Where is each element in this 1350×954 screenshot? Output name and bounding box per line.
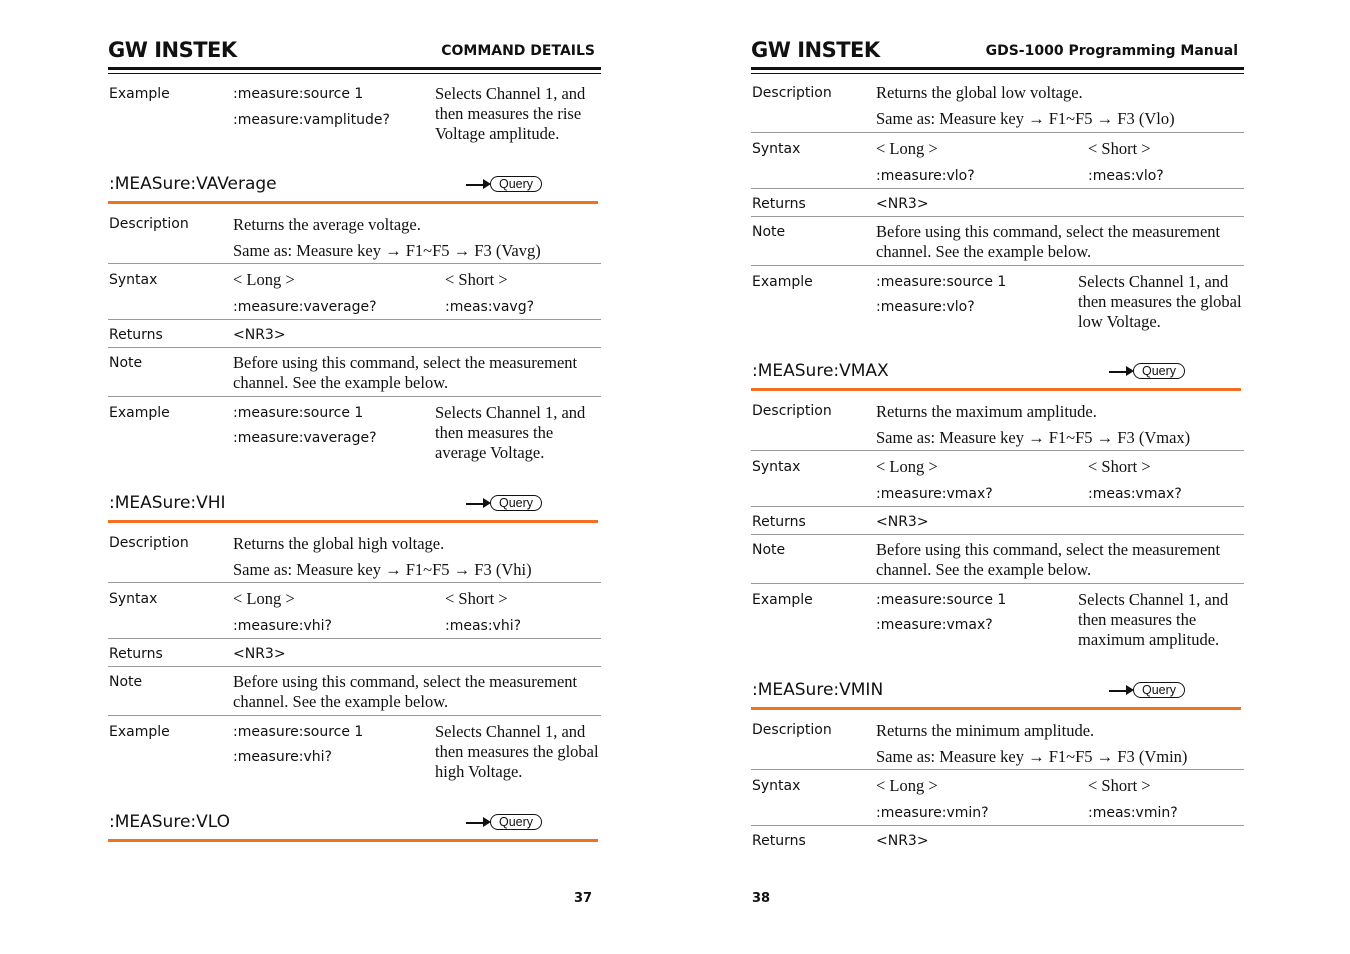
returns-value: <NR3> bbox=[233, 646, 286, 662]
description-label: Description bbox=[752, 722, 832, 738]
returns-row bbox=[108, 639, 601, 667]
section-title: :MEASure:VMIN bbox=[752, 680, 884, 700]
note-label: Note bbox=[752, 224, 786, 240]
example-row bbox=[751, 266, 1244, 346]
returns-row bbox=[108, 320, 601, 348]
returns-value: <NR3> bbox=[876, 196, 929, 212]
example-cmd-2: :measure:vaverage? bbox=[233, 430, 377, 446]
returns-value: <NR3> bbox=[876, 833, 929, 849]
left-page bbox=[108, 0, 601, 954]
page-header bbox=[751, 36, 1244, 70]
syntax-label: Syntax bbox=[752, 778, 801, 794]
short-command: :meas:vavg? bbox=[445, 299, 535, 315]
example-cmd-2: :measure:vmax? bbox=[876, 617, 993, 633]
example-cmd-2: :measure:vlo? bbox=[876, 299, 975, 315]
same-as-text: Same as: Measure key → F1~F5 → F3 (Vmin) bbox=[876, 747, 1188, 766]
returns-value: <NR3> bbox=[233, 327, 286, 343]
section-body-vhi bbox=[108, 527, 601, 796]
description-text: Returns the minimum amplitude. bbox=[876, 721, 1095, 740]
section-body-vlo bbox=[751, 77, 1244, 346]
description-text: Returns the global high voltage. bbox=[233, 534, 445, 553]
same-as-text: Same as: Measure key → F1~F5 → F3 (Vlo) bbox=[876, 109, 1175, 128]
note-row bbox=[751, 217, 1244, 266]
gw-instek-logo: GW INSTEK bbox=[108, 38, 237, 62]
returns-label: Returns bbox=[752, 196, 806, 212]
syntax-label: Syntax bbox=[109, 591, 158, 607]
section-title: :MEASure:VHI bbox=[109, 493, 226, 513]
example-label: Example bbox=[752, 592, 813, 608]
section-header-vaverage bbox=[108, 174, 598, 204]
description-row bbox=[108, 208, 601, 264]
query-label: Query bbox=[1133, 682, 1185, 698]
page-header bbox=[108, 36, 601, 70]
example-cmd-2: :measure:vamplitude? bbox=[233, 112, 390, 128]
syntax-row bbox=[751, 133, 1244, 189]
long-command: :measure:vlo? bbox=[876, 168, 975, 184]
short-label: < Short > bbox=[1088, 139, 1151, 158]
same-as-text: Same as: Measure key → F1~F5 → F3 (Vhi) bbox=[233, 560, 532, 579]
page-number: 38 bbox=[752, 891, 771, 906]
example-label: Example bbox=[752, 274, 813, 290]
returns-row bbox=[751, 826, 1244, 854]
returns-label: Returns bbox=[109, 646, 163, 662]
query-badge bbox=[1109, 363, 1185, 381]
section-title: :MEASure:VLO bbox=[109, 812, 231, 832]
short-label: < Short > bbox=[445, 589, 508, 608]
syntax-label: Syntax bbox=[752, 141, 801, 157]
note-row bbox=[751, 535, 1244, 584]
returns-label: Returns bbox=[109, 327, 163, 343]
query-label: Query bbox=[1133, 363, 1185, 379]
long-label: < Long > bbox=[233, 589, 295, 608]
section-header-vhi bbox=[108, 493, 598, 523]
syntax-row bbox=[108, 583, 601, 639]
section-title: :MEASure:VAVerage bbox=[109, 174, 277, 194]
description-label: Description bbox=[109, 216, 189, 232]
example-cmd-1: :measure:source 1 bbox=[876, 274, 1007, 290]
example-desc: Selects Channel 1, and then measures the global low Voltage. bbox=[1078, 272, 1242, 331]
syntax-row bbox=[751, 770, 1244, 826]
description-row bbox=[751, 77, 1244, 133]
section-body-vmin bbox=[751, 714, 1244, 854]
same-as-text: Same as: Measure key → F1~F5 → F3 (Vavg) bbox=[233, 241, 541, 260]
example-label: Example bbox=[109, 724, 170, 740]
short-label: < Short > bbox=[445, 270, 508, 289]
returns-label: Returns bbox=[752, 833, 806, 849]
example-cmd-2: :measure:vhi? bbox=[233, 749, 332, 765]
description-label: Description bbox=[752, 85, 832, 101]
section-header-vmax bbox=[751, 361, 1241, 391]
description-row bbox=[751, 714, 1244, 770]
example-cmd-1: :measure:source 1 bbox=[876, 592, 1007, 608]
page-number: 37 bbox=[574, 891, 593, 906]
long-label: < Long > bbox=[876, 776, 938, 795]
query-label: Query bbox=[490, 814, 542, 830]
example-label: Example bbox=[109, 86, 170, 102]
example-cmd-1: :measure:source 1 bbox=[233, 86, 364, 102]
header-title: GDS-1000 Programming Manual bbox=[985, 43, 1238, 59]
short-command: :meas:vmin? bbox=[1088, 805, 1178, 821]
example-row bbox=[108, 716, 601, 796]
same-as-text: Same as: Measure key → F1~F5 → F3 (Vmax) bbox=[876, 428, 1191, 447]
syntax-row bbox=[751, 451, 1244, 507]
note-label: Note bbox=[109, 674, 143, 690]
example-desc: Selects Channel 1, and then measures the rise Voltage amplitude. bbox=[435, 84, 586, 143]
long-command: :measure:vaverage? bbox=[233, 299, 377, 315]
example-label: Example bbox=[109, 405, 170, 421]
section-body-vaverage bbox=[108, 208, 601, 477]
long-label: < Long > bbox=[876, 139, 938, 158]
query-badge bbox=[466, 176, 542, 194]
query-badge bbox=[466, 495, 542, 513]
example-row bbox=[751, 584, 1244, 664]
description-text: Returns the maximum amplitude. bbox=[876, 402, 1097, 421]
example-cmd-1: :measure:source 1 bbox=[233, 405, 364, 421]
query-badge bbox=[466, 814, 542, 832]
query-badge bbox=[1109, 682, 1185, 700]
note-label: Note bbox=[109, 355, 143, 371]
description-label: Description bbox=[752, 403, 832, 419]
description-text: Returns the average voltage. bbox=[233, 215, 421, 234]
description-text: Returns the global low voltage. bbox=[876, 83, 1083, 102]
description-row bbox=[108, 527, 601, 583]
note-text: Before using this command, select the measurement channel. See the example below. bbox=[233, 353, 578, 392]
long-label: < Long > bbox=[233, 270, 295, 289]
intro-example-block bbox=[108, 78, 601, 148]
note-text: Before using this command, select the measurement channel. See the example below. bbox=[876, 222, 1221, 261]
example-cmd-1: :measure:source 1 bbox=[233, 724, 364, 740]
section-header-vlo bbox=[108, 812, 598, 842]
example-row bbox=[108, 78, 601, 148]
example-desc: Selects Channel 1, and then measures the global high Voltage. bbox=[435, 722, 599, 781]
section-header-vmin bbox=[751, 680, 1241, 710]
example-desc: Selects Channel 1, and then measures the maximum amplitude. bbox=[1078, 590, 1229, 649]
long-command: :measure:vhi? bbox=[233, 618, 332, 634]
query-label: Query bbox=[490, 176, 542, 192]
section-body-vmax bbox=[751, 395, 1244, 664]
syntax-label: Syntax bbox=[752, 459, 801, 475]
long-command: :measure:vmax? bbox=[876, 486, 993, 502]
description-row bbox=[751, 395, 1244, 451]
note-row bbox=[108, 667, 601, 716]
short-label: < Short > bbox=[1088, 457, 1151, 476]
returns-label: Returns bbox=[752, 514, 806, 530]
right-page bbox=[751, 0, 1244, 954]
returns-value: <NR3> bbox=[876, 514, 929, 530]
short-label: < Short > bbox=[1088, 776, 1151, 795]
section-title: :MEASure:VMAX bbox=[752, 361, 889, 381]
note-text: Before using this command, select the measurement channel. See the example below. bbox=[233, 672, 578, 711]
long-command: :measure:vmin? bbox=[876, 805, 989, 821]
note-row bbox=[108, 348, 601, 397]
short-command: :meas:vlo? bbox=[1088, 168, 1164, 184]
long-label: < Long > bbox=[876, 457, 938, 476]
gw-instek-logo: GW INSTEK bbox=[751, 38, 880, 62]
note-text: Before using this command, select the measurement channel. See the example below. bbox=[876, 540, 1221, 579]
short-command: :meas:vhi? bbox=[445, 618, 522, 634]
example-row bbox=[108, 397, 601, 477]
returns-row bbox=[751, 189, 1244, 217]
short-command: :meas:vmax? bbox=[1088, 486, 1182, 502]
description-label: Description bbox=[109, 535, 189, 551]
syntax-row bbox=[108, 264, 601, 320]
note-label: Note bbox=[752, 542, 786, 558]
example-desc: Selects Channel 1, and then measures the average Voltage. bbox=[435, 403, 586, 462]
query-label: Query bbox=[490, 495, 542, 511]
returns-row bbox=[751, 507, 1244, 535]
header-title: COMMAND DETAILS bbox=[441, 43, 595, 59]
syntax-label: Syntax bbox=[109, 272, 158, 288]
